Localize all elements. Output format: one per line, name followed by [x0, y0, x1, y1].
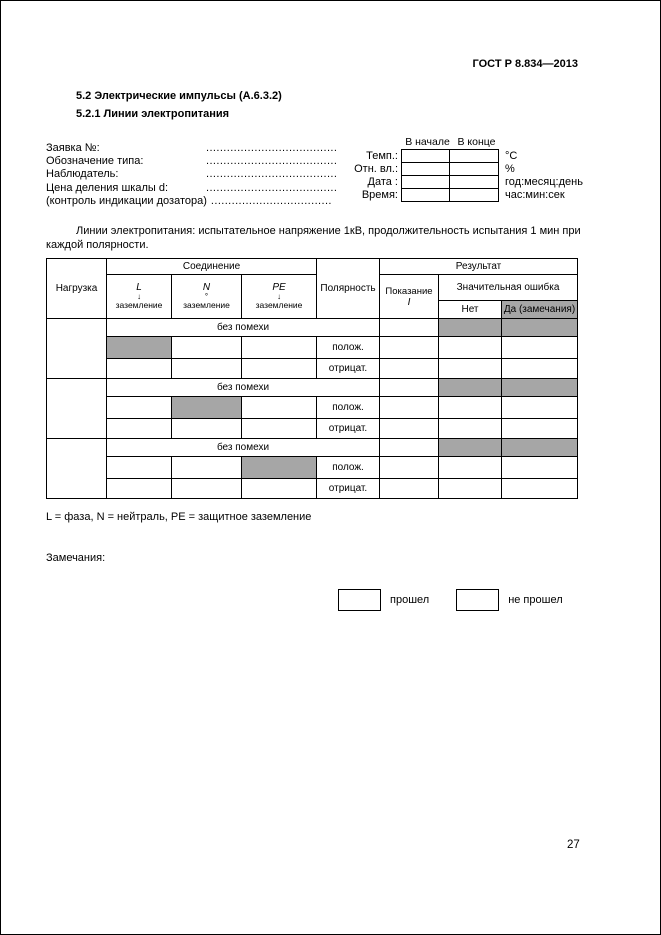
condition-label: Отн. вл.: [354, 163, 398, 175]
cell-conn-pe-pos-1 [242, 337, 317, 359]
header-connection: Соединение [107, 259, 317, 275]
header-polarity: Полярность [317, 259, 380, 319]
header-significant-error: Значительная ошибка [439, 275, 578, 301]
dotted-line: ...................................... [206, 142, 338, 154]
condition-row-time [341, 188, 583, 202]
circle-icon: ° [204, 292, 209, 301]
cell-reading-noise-1 [380, 319, 439, 337]
condition-cell-start [401, 149, 450, 163]
header-result: Результат [380, 259, 578, 275]
cell-conn-n-pos-1 [172, 337, 242, 359]
table-row-noise-3 [47, 439, 578, 457]
cell-conn-l-neg-2 [107, 419, 172, 439]
cell-reading-pos-3 [380, 457, 439, 479]
field-label: Цена деления шкалы d: [46, 181, 168, 194]
form-fields [46, 142, 346, 208]
form-row-doser [46, 195, 346, 208]
pass-checkbox [338, 589, 381, 611]
cell-conn-pe-pos-2 [242, 397, 317, 419]
cell-conn-n-neg-3 [172, 479, 242, 499]
cell-reading-neg-3 [380, 479, 439, 499]
cell-error-no-neg-3 [439, 479, 502, 499]
cell-reading-pos-2 [380, 397, 439, 419]
cell-error-yes-noise-2 [502, 379, 578, 397]
cell-polarity-neg-1: отрицат. [317, 359, 380, 379]
condition-label: Темп.: [366, 150, 398, 162]
cell-error-no-noise-2 [439, 379, 502, 397]
cell-error-no-pos-1 [439, 337, 502, 359]
cell-polarity-neg-3: отрицат. [317, 479, 380, 499]
condition-unit: год:месяц:день [505, 176, 583, 188]
table-header-row [47, 259, 578, 275]
cell-error-yes-noise-3 [502, 439, 578, 457]
test-table [46, 258, 578, 499]
condition-cell-end [450, 162, 499, 176]
condition-unit: % [505, 163, 515, 175]
field-label: (контроль индикации дозатора) [46, 194, 207, 207]
table-row-negative-2 [47, 419, 578, 439]
conn-n-ground-label: заземление [183, 300, 230, 310]
cell-no-noise-1: без помехи [107, 319, 380, 337]
cell-error-no-noise-1 [439, 319, 502, 337]
current-symbol: I [407, 296, 411, 308]
col-header-start: В начале [405, 136, 450, 148]
header-conn-pe [242, 275, 317, 319]
field-label: Заявка №: [46, 142, 100, 154]
field-label: Наблюдатель: [46, 168, 119, 181]
condition-cell-end [450, 175, 499, 189]
table-header-row [47, 275, 578, 301]
col-header-end: В конце [457, 136, 496, 148]
cell-load-2 [47, 379, 107, 439]
dotted-line: ...................................... [206, 155, 338, 168]
cell-error-no-neg-2 [439, 419, 502, 439]
cell-conn-l-pos-2 [107, 397, 172, 419]
conn-l-ground-label: заземление [115, 300, 163, 310]
cell-reading-neg-2 [380, 419, 439, 439]
cell-reading-pos-1 [380, 337, 439, 359]
cell-polarity-pos-3: полож. [317, 457, 380, 479]
cell-conn-l-pos-3 [107, 457, 172, 479]
condition-cell-start [401, 162, 450, 176]
condition-cell-end [450, 188, 499, 202]
condition-row-date [341, 175, 583, 189]
cell-reading-neg-1 [380, 359, 439, 379]
cell-polarity-neg-2: отрицат. [317, 419, 380, 439]
form-row-observer [46, 168, 346, 181]
table-row-negative-3 [47, 479, 578, 499]
conn-pe-ground-label: заземление [255, 300, 303, 310]
subsection-heading: 5.2.1 Линии электропитания [76, 108, 230, 120]
cell-error-yes-noise-1 [502, 319, 578, 337]
form-row-type [46, 155, 346, 168]
cell-conn-pe-pos-3 [242, 457, 317, 479]
cell-conn-n-neg-2 [172, 419, 242, 439]
form-row-scale [46, 182, 346, 195]
remarks-label: Замечания: [46, 552, 106, 564]
condition-label: Дата : [367, 176, 398, 188]
cell-error-no-pos-3 [439, 457, 502, 479]
field-label: Обозначение типа: [46, 155, 144, 168]
header-conn-n [172, 275, 242, 319]
conditions-block [341, 136, 583, 202]
cell-error-no-pos-2 [439, 397, 502, 419]
cell-error-yes-pos-2 [502, 397, 578, 419]
pass-label: прошел [390, 594, 430, 606]
header-error-yes: Да (замечания) [502, 301, 578, 319]
cell-conn-pe-neg-1 [242, 359, 317, 379]
table-row-positive-2 [47, 397, 578, 419]
reading-label: Показание [385, 285, 433, 297]
fail-label: не прошел [508, 594, 563, 606]
header-error-no: Нет [439, 301, 502, 319]
header-load: Нагрузка [47, 259, 107, 319]
table-legend: L = фаза, N = нейтраль, РЕ = защитное заземление [46, 511, 312, 523]
cell-load-1 [47, 319, 107, 379]
table-row-negative-1 [47, 359, 578, 379]
down-arrow-icon: ↓ [277, 292, 281, 301]
cell-conn-l-neg-3 [107, 479, 172, 499]
cell-load-3 [47, 439, 107, 499]
cell-error-yes-neg-3 [502, 479, 578, 499]
cell-reading-noise-2 [380, 379, 439, 397]
conn-l-letter: L [136, 282, 142, 293]
header-conn-l [107, 275, 172, 319]
cell-polarity-pos-2: полож. [317, 397, 380, 419]
verdict-row [338, 589, 563, 611]
section-heading: 5.2 Электрические импульсы (А.6.3.2) [76, 90, 282, 102]
conditions-header [403, 136, 583, 148]
condition-cell-end [450, 149, 499, 163]
table-row-noise-2 [47, 379, 578, 397]
cell-conn-l-pos-1 [107, 337, 172, 359]
table-row-positive-1 [47, 337, 578, 359]
cell-no-noise-2: без помехи [107, 379, 380, 397]
cell-error-no-noise-3 [439, 439, 502, 457]
page-number: 27 [567, 839, 580, 851]
cell-error-yes-neg-1 [502, 359, 578, 379]
dotted-line: ...................................... [206, 168, 338, 181]
dotted-line: ...................................... [206, 181, 338, 194]
table-row-positive-3 [47, 457, 578, 479]
cell-error-yes-pos-3 [502, 457, 578, 479]
dotted-line: ................................... [210, 194, 332, 207]
condition-cell-start [401, 175, 450, 189]
cell-conn-l-neg-1 [107, 359, 172, 379]
cell-polarity-pos-1: полож. [317, 337, 380, 359]
fail-checkbox [456, 589, 499, 611]
cell-conn-n-neg-1 [172, 359, 242, 379]
header-reading [380, 275, 439, 319]
cell-conn-pe-neg-2 [242, 419, 317, 439]
cell-error-yes-pos-1 [502, 337, 578, 359]
cell-conn-n-pos-3 [172, 457, 242, 479]
condition-unit: °С [505, 150, 518, 162]
condition-row-humidity [341, 162, 583, 176]
cell-conn-pe-neg-3 [242, 479, 317, 499]
conn-pe-letter: PE [272, 282, 286, 293]
form-row-request [46, 142, 346, 155]
cell-no-noise-3: без помехи [107, 439, 380, 457]
conn-n-letter: N [202, 282, 211, 293]
intro-paragraph: Линии электропитания: испытательное напряжение 1кВ, продолжительность испытания 1 мин при каждой полярности. [46, 225, 581, 251]
cell-reading-noise-3 [380, 439, 439, 457]
standard-reference: ГОСТ Р 8.834—2013 [472, 58, 578, 70]
condition-row-temp [341, 149, 583, 163]
condition-unit: час:мин:сек [505, 189, 565, 201]
down-arrow-icon: ↓ [137, 292, 141, 301]
cell-error-yes-neg-2 [502, 419, 578, 439]
table-row-noise-1 [47, 319, 578, 337]
cell-error-no-neg-1 [439, 359, 502, 379]
condition-cell-start [401, 188, 450, 202]
condition-label: Время: [361, 189, 398, 201]
cell-conn-n-pos-2 [172, 397, 242, 419]
